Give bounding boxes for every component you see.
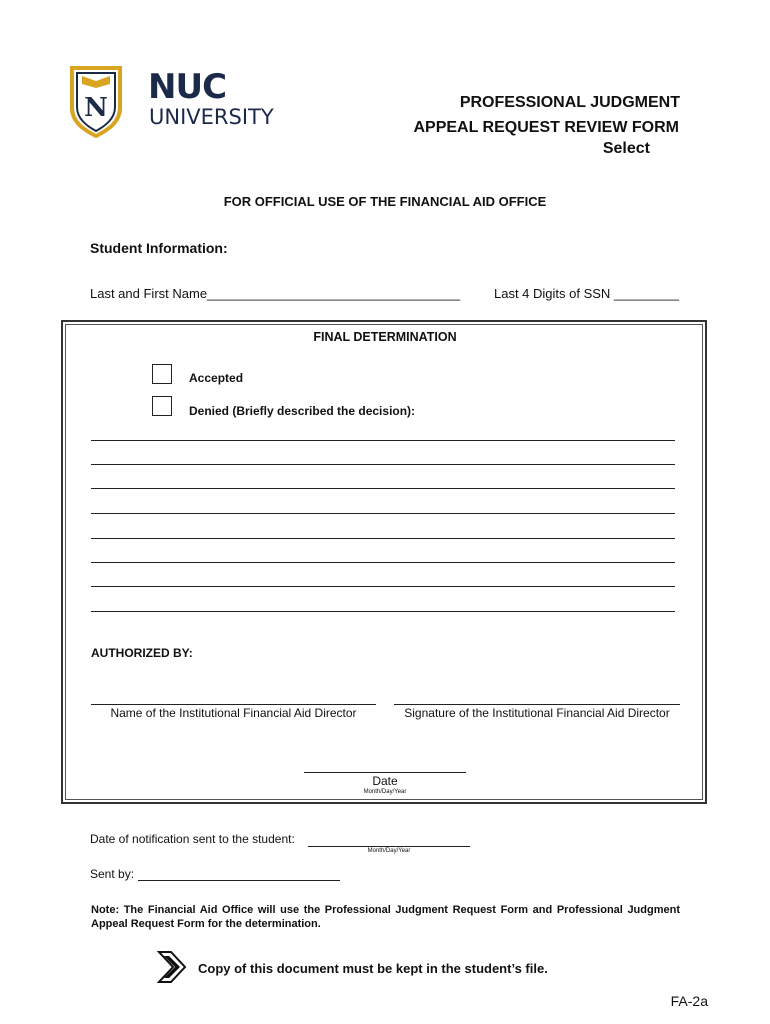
notification-date-format: Month/Day/Year — [367, 848, 411, 854]
logo-shield-letter: N — [84, 93, 108, 123]
director-name-field[interactable] — [91, 704, 376, 705]
logo-subname: UNIVERSITY — [149, 105, 274, 129]
logo-name: NUC — [148, 67, 227, 107]
authorized-by-heading: AUTHORIZED BY: — [91, 646, 193, 660]
student-name-field[interactable]: Last and First Name___________________________________ — [90, 286, 461, 301]
sent-by-label: Sent by: — [90, 867, 135, 881]
accepted-label: Accepted — [189, 371, 244, 385]
official-use-heading: FOR OFFICIAL USE OF THE FINANCIAL AID OFFICE — [223, 194, 547, 209]
director-signature-label: Signature of the Institutional Financial Aid Director — [404, 706, 670, 720]
ssn-field[interactable]: Last 4 Digits of SSN _________ — [493, 286, 679, 301]
authorized-date-field[interactable] — [304, 772, 466, 773]
student-info-heading: Student Information: — [90, 240, 228, 256]
decision-line-5[interactable] — [91, 538, 675, 539]
note-text: Note: The Financial Aid Office will use the Professional Judgment Request Form and Professional Judgment Appeal Request Form for the determination. — [91, 904, 680, 930]
final-determination-title: FINAL DETERMINATION — [313, 330, 457, 344]
decision-line-6[interactable] — [91, 562, 675, 563]
notification-date-label: Date of notification sent to the student: — [90, 832, 295, 846]
accepted-checkbox[interactable] — [152, 364, 172, 384]
director-signature-field[interactable] — [394, 704, 680, 705]
form-title-line1: PROFESSIONAL JUDGMENT — [459, 94, 680, 111]
authorized-date-label: Date — [372, 774, 398, 788]
decision-line-8[interactable] — [91, 611, 675, 612]
select-field[interactable]: Select — [602, 140, 650, 157]
form-title-line2: APPEAL REQUEST REVIEW FORM — [413, 119, 679, 136]
decision-line-2[interactable] — [91, 464, 675, 465]
logo-shield-icon — [68, 64, 124, 138]
decision-line-3[interactable] — [91, 488, 675, 489]
authorized-date-format: Month/Day/Year — [363, 789, 407, 795]
decision-line-7[interactable] — [91, 586, 675, 587]
copy-instruction: Copy of this document must be kept in the student’s file. — [198, 961, 548, 976]
decision-line-4[interactable] — [91, 513, 675, 514]
denied-label: Denied (Briefly described the decision): — [189, 404, 416, 418]
chevron-arrow-icon — [157, 950, 187, 984]
director-name-label: Name of the Institutional Financial Aid Director — [110, 706, 357, 720]
form-code: FA-2a — [670, 993, 708, 1009]
denied-checkbox[interactable] — [152, 396, 172, 416]
notification-date-field[interactable] — [308, 846, 470, 847]
decision-line-1[interactable] — [91, 440, 675, 441]
sent-by-field[interactable] — [138, 880, 340, 881]
